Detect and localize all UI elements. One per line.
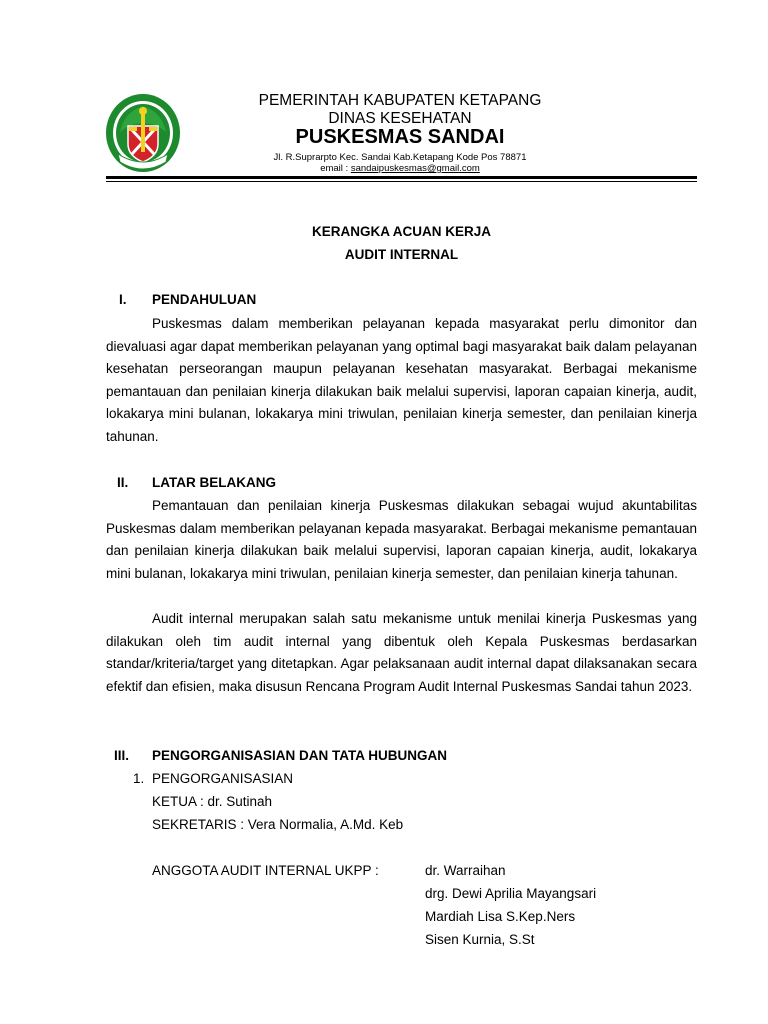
member-item: Mardiah Lisa S.Kep.Ners (425, 909, 576, 924)
section-3-heading: PENGORGANISASIAN DAN TATA HUBUNGAN (152, 748, 447, 763)
section-1-heading: PENDAHULUAN (152, 292, 257, 307)
members-label: ANGGOTA AUDIT INTERNAL UKPP : (152, 863, 379, 878)
member-item: Sisen Kurnia, S.St (425, 932, 535, 947)
subsection-1-heading: PENGORGANISASIAN (152, 771, 294, 786)
section-2-paragraph-1: Pemantauan dan penilaian kinerja Puskesmas dilakukan sebagai wujud akuntabilitas Puskesmas dalam memberikan pelayanan kepada masyarakat. Berbagai mekanisme pemantauan dan penilaian kinerja dilakukan baik melalui supervisi, laporan capaian kinerja, audit, lokakarya mini bulanan, lokakarya mini triwulan, penilaian kinerja semester, dan penilaian kinerja tahunan. (106, 498, 697, 581)
letterhead-rule-thick (106, 176, 697, 179)
institution-email-line (190, 163, 610, 174)
email-label: email : (320, 163, 351, 174)
department-name: DINAS KESEHATAN (328, 110, 472, 127)
section-1-number: I. (119, 292, 127, 307)
government-name: PEMERINTAH KABUPATEN KETAPANG (258, 92, 542, 109)
secretary-line: SEKRETARIS : Vera Normalia, A.Md. Keb (152, 817, 404, 832)
member-item: dr. Warraihan (425, 863, 506, 878)
institution-name: PUSKESMAS SANDAI (295, 126, 505, 148)
email-link[interactable]: sandaipuskesmas@gmail.com (350, 163, 480, 174)
section-3-number: III. (114, 748, 130, 763)
document-subtitle: AUDIT INTERNAL (344, 247, 459, 262)
section-2-heading: LATAR BELAKANG (152, 475, 276, 490)
ketapang-regency-logo (104, 92, 182, 174)
section-2-paragraph-2: Audit internal merupakan salah satu mekanisme untuk menilai kinerja Puskesmas yang dilakukan oleh tim audit internal yang dibentuk oleh Kepala Puskesmas berdasarkan standar/kriteria/target yang ditetapkan. Agar pelaksanaan audit internal dapat dilaksanakan secara efektif dan efisien, maka disusun Rencana Program Audit Internal Puskesmas Sandai tahun 2023. (106, 611, 697, 694)
document-title: KERANGKA ACUAN KERJA (311, 224, 491, 239)
subsection-1-number: 1. (133, 771, 145, 786)
member-item: drg. Dewi Aprilia Mayangsari (425, 886, 597, 901)
letterhead-rule-thin (106, 181, 697, 182)
institution-address: Jl. R.Suprarpto Kec. Sandai Kab.Ketapang Kode Pos 78871 (273, 152, 527, 163)
chair-line: KETUA : dr. Sutinah (152, 794, 273, 809)
section-1-paragraph: Puskesmas dalam memberikan pelayanan kepada masyarakat perlu dimonitor dan dievaluasi agar dapat memberikan pelayanan yang optimal bagi masyarakat baik dalam pelayanan kesehatan perseorangan maupun pelayanan kesehatan masyarakat. Berbagai mekanisme pemantauan dan penilaian kinerja dilakukan baik melalui supervisi, laporan capaian kinerja, audit, lokakarya mini bulanan, lokakarya mini triwulan, penilaian kinerja semester, dan penilaian kinerja tahunan. (106, 316, 697, 444)
section-2-number: II. (117, 475, 129, 490)
